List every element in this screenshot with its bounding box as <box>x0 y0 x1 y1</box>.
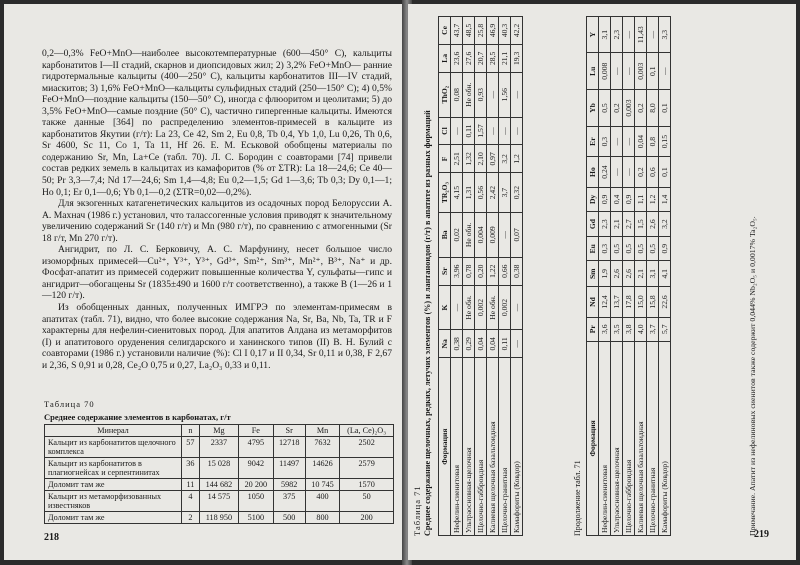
table-cell: 0,2 <box>635 157 647 187</box>
table-cell: 0,9 <box>599 187 611 211</box>
table-cell: 57 <box>182 437 200 458</box>
table-cell: 0,9 <box>659 237 671 261</box>
header-cell: Gd <box>587 211 599 236</box>
table-71-part-a <box>438 16 523 536</box>
table-cell: 11,43 <box>635 17 647 53</box>
table-cell: 17,8 <box>623 287 635 317</box>
table-cell: 1,22 <box>487 257 499 285</box>
table-cell: 0,1 <box>659 157 671 187</box>
table-cell: 0,29 <box>463 330 475 358</box>
table-71-part-b <box>586 16 671 536</box>
table-cell: 2,7 <box>623 211 635 236</box>
table-cell: 0,38 <box>451 330 463 358</box>
table-cell: 3,3 <box>659 17 671 53</box>
table-row <box>45 458 394 479</box>
table-70-label: Таблица 70 <box>44 399 95 409</box>
table-70-caption: Среднее содержание элементов в карбонатах, г/т <box>44 412 231 422</box>
table-cell: 800 <box>305 512 340 524</box>
table-cell: 2,6 <box>611 261 623 287</box>
table-cell: 1,57 <box>475 117 487 145</box>
header-cell: n <box>182 425 200 437</box>
table-cell: 0,5 <box>623 237 635 261</box>
table-cell: 3,6 <box>599 317 611 341</box>
header-cell: Yb <box>587 90 599 127</box>
page-number: 219 <box>754 529 769 540</box>
table-71-label: Таблица 71 <box>412 485 422 536</box>
table-cell: 5982 <box>273 479 305 491</box>
table-cell: 11497 <box>273 458 305 479</box>
table-cell: 2,1 <box>635 261 647 287</box>
table-cell: 0,04 <box>635 126 647 156</box>
row-label: Камафориты (Ковдор) <box>659 341 671 535</box>
table-cell: — <box>647 17 659 53</box>
table-row <box>487 17 499 536</box>
header-cell: Pr <box>587 317 599 341</box>
row-label: Кальцит из метаморфизованных известняков <box>45 491 182 512</box>
header-cell: K <box>439 285 451 330</box>
table-cell: 0,5 <box>635 237 647 261</box>
table-cell: 0,11 <box>463 117 475 145</box>
table-row <box>611 17 623 536</box>
table-70-header-row <box>45 425 394 437</box>
table-cell: 4795 <box>239 437 274 458</box>
row-label: Доломит там же <box>45 512 182 524</box>
row-label: Калиевая щелочная базальтоидная <box>487 358 499 536</box>
table-cell: 21,1 <box>499 44 511 72</box>
row-label: Нефелин-сиенитовая <box>599 341 611 535</box>
table-cell: — <box>623 157 635 187</box>
table-cell: 4 <box>182 491 200 512</box>
table-cell: — <box>611 53 623 90</box>
table-row <box>599 17 611 536</box>
table-cell: 2,51 <box>451 145 463 173</box>
table-cell: 0,3 <box>599 126 611 156</box>
table-cell: 0,11 <box>499 330 511 358</box>
table-cell: 10 745 <box>305 479 340 491</box>
table-cell: 23,6 <box>451 44 463 72</box>
table-cell: 3,2 <box>659 211 671 236</box>
header-cell: Mn <box>305 425 340 437</box>
table-cell: — <box>511 117 523 145</box>
rotated-table-block <box>408 4 796 552</box>
row-label: Камафориты (Ковдор) <box>511 358 523 536</box>
table-cell: 0,002 <box>475 285 487 330</box>
table-cell: 1,56 <box>499 72 511 117</box>
table-row <box>623 17 635 536</box>
table-cell: — <box>623 17 635 53</box>
table-cell: 9042 <box>239 458 274 479</box>
table-cell: — <box>499 117 511 145</box>
table-cell: 14626 <box>305 458 340 479</box>
table-cell: 200 <box>340 512 394 524</box>
table-cell: 1,32 <box>463 145 475 173</box>
paragraph-1: 0,2—0,3% FeO+MnO—наиболее высокотемпературные (600—450° С), кальциты карбонатитов I—II стадий, скарнов и диопсидовых жил; 2) 3,2% FeO+MnO— ранние гидротермальные кальциты (400—250° С), кальциты карбонатитов III—IV стадий, миаскитов; 3) 1,6% FeO+MnO—кальциты сульфидных стадий (250—150° С); 4) 0,5% FeO+MnO—поздние кальциты (150—50° С), иногда с флюоритом и цеолитами; 5) до 3,5% FeO+MnO—самые поздние (50° С), частично гипергенные кальциты. Имеются также данные [364] по распределению элементов-примесей в кальците из карбонатитов Якутии (г/т): La 23, Ce 42, Sm 2, Eu 0,8, Tb 0,4, Yb 1,0, Lu 0,26, Th 0,6, Sr 4600, Sc 11, Co 1, Ta 11, Hf 26. Е. М. Еськовой обобщены материалы по содержанию Sr, Mn, La+Ce (табл. 70). Л. С. Бородин с соавторами [74] привели состав редких земель в кальцитах из камафоритов (% от ΣTR): La 18—24,6; Ce 40—50; Pr 3,3—7,4; Nd 17—24,6; Sm 1,4—4,8; Eu 0,2—1,5; Gd 1—3,6; Tb 0,3; Dy 0,1—1; Ho 0,1; Er 0,1—0,6; Yb 0,1—0,2 (ΣTR=0,02—0,2%). <box>42 48 392 198</box>
table-71-note: Примечание. Апатит из нефелиновых сиенитов также содержит 0,044% Nb₂O₅ и 0,0017% Ta₂O₅. <box>748 216 757 536</box>
row-label: Ультраосновная-щелочная <box>611 341 623 535</box>
header-cell: Fe <box>239 425 274 437</box>
table-cell: 0,009 <box>487 212 499 257</box>
header-cell: Dy <box>587 187 599 211</box>
table-cell: — <box>451 285 463 330</box>
table-cell: 0,20 <box>475 257 487 285</box>
table-cell: 3,1 <box>599 17 611 53</box>
header-cell: (La, Ce)₂O₃ <box>340 425 394 437</box>
table-cell: 1,4 <box>659 187 671 211</box>
table-cell: 4,15 <box>451 173 463 213</box>
table-cell: 2,3 <box>599 211 611 236</box>
header-cell: Mg <box>199 425 238 437</box>
table-cell: 12718 <box>273 437 305 458</box>
table-cell: 7632 <box>305 437 340 458</box>
table-cell: 400 <box>305 491 340 512</box>
table-cell: 0,78 <box>463 257 475 285</box>
table-cell: 1,2 <box>647 187 659 211</box>
table-cell: 0,93 <box>475 72 487 117</box>
table-cell: 14 575 <box>199 491 238 512</box>
table-row <box>511 17 523 536</box>
header-cell: Eu <box>587 237 599 261</box>
table-cell: 0,2 <box>635 90 647 127</box>
table-cell: 50 <box>340 491 394 512</box>
table-71b-header-row <box>587 17 599 536</box>
table-cell: 0,07 <box>511 212 523 257</box>
table-cell: — <box>487 72 499 117</box>
table-cell: — <box>499 212 511 257</box>
table-cell: 27,6 <box>463 44 475 72</box>
table-cell: 4,1 <box>659 261 671 287</box>
page-number: 218 <box>44 532 59 543</box>
table-cell: 46,9 <box>487 17 499 45</box>
table-row <box>499 17 511 536</box>
table-cell: 0,08 <box>451 72 463 117</box>
table-71-caption: Среднее содержание щелочных, редких, летучих элементов (%) и лантаноидов (г/т) в апатите из разных формаций <box>423 110 432 536</box>
table-cell: 144 682 <box>199 479 238 491</box>
table-cell: — <box>623 53 635 90</box>
table-cell: 20,7 <box>475 44 487 72</box>
table-cell: 3,1 <box>647 261 659 287</box>
table-cell: 3,7 <box>499 173 511 213</box>
table-cell: 2,10 <box>475 145 487 173</box>
table-cell: 0,5 <box>611 237 623 261</box>
table-cell: — <box>511 285 523 330</box>
table-row <box>659 17 671 536</box>
table-cell: 0,9 <box>623 187 635 211</box>
table-cell: 1,9 <box>599 261 611 287</box>
table-cell: 0,6 <box>647 157 659 187</box>
table-cell: 11 <box>182 479 200 491</box>
table-cell: 40,3 <box>499 17 511 45</box>
table-cell: Не обн. <box>463 285 475 330</box>
table-cell: 1,5 <box>635 211 647 236</box>
header-cell: Y <box>587 17 599 53</box>
header-cell: Nd <box>587 287 599 317</box>
table-cell: 0,38 <box>511 257 523 285</box>
paragraph-3: Ангидрит, по Л. С. Берковичу, А. С. Марфунину, несет большое число изоморфных примесей—Cu²⁺, Y³⁺, Y³⁺, Gd³⁺, Sm²⁺, Sm³⁺, Mn²⁺, B³⁺, Na⁺ и др. Фосфат-апатит из примесей содержит повышенные количества Y, сульфаты—гипс и ангидрит—обогащены Sr (1835±490 и 1600 г/т соответственно), а также B (1—26 и 1—120 г/т). <box>42 244 392 302</box>
table-row <box>635 17 647 536</box>
table-cell: 42,2 <box>511 17 523 45</box>
table-cell: 43,7 <box>451 17 463 45</box>
table-cell: 0,003 <box>635 53 647 90</box>
table-cell: 12,4 <box>599 287 611 317</box>
header-cell: Sr <box>273 425 305 437</box>
header-cell: ThO₂ <box>439 72 451 117</box>
table-cell: 3,8 <box>623 317 635 341</box>
table-cell: 1,1 <box>635 187 647 211</box>
table-cell: 0,24 <box>599 157 611 187</box>
table-cell: 5,7 <box>659 317 671 341</box>
table-cell: 0,2 <box>611 90 623 127</box>
table-cell: — <box>659 53 671 90</box>
table-cell: Не обн. <box>487 285 499 330</box>
table-row <box>463 17 475 536</box>
table-cell: 22,6 <box>659 287 671 317</box>
table-cell: 0,8 <box>647 126 659 156</box>
table-cell: 48,5 <box>463 17 475 45</box>
row-label: Кальцит из карбонатитов в плагиогнейсах и серпентинитах <box>45 458 182 479</box>
table-cell: 25,8 <box>475 17 487 45</box>
table-cell: 2579 <box>340 458 394 479</box>
table-cell: 15,8 <box>647 287 659 317</box>
table-cell: 0,003 <box>623 90 635 127</box>
table-cell: 2,6 <box>647 211 659 236</box>
table-cell: 2,3 <box>611 17 623 53</box>
table-cell: 8,0 <box>647 90 659 127</box>
table-cell: 15,0 <box>635 287 647 317</box>
table-cell: 0,008 <box>599 53 611 90</box>
table-70 <box>44 424 394 524</box>
header-cell: Na <box>439 330 451 358</box>
table-cell: 0,56 <box>475 173 487 213</box>
paragraph-4: Из обобщенных данных, полученных ИМГРЭ по элементам-примесям в апатитах (табл. 71), видно, что более высокие содержания Na, Sr, Ba, Nb, Ta, TR и F характерны для нефелин-сиенитовых пород. Для апатитов Алдана из метаморфитов (I) и апатитового оруденения селигдарского и ханинского типов (II) В. Н. Булий с соавторами (1986 г.) установили наличие (%): Cl I 0,17 и II 0,34, Sr 0,11 и 0,38, F 2,67 и 2,36, S 0,91 и 0,28, Ce₂O 0,75 и 0,27, La₂O₃ 0,33 и 0,11. <box>42 302 392 371</box>
header-cell: Lu <box>587 53 599 90</box>
table-cell: 3,7 <box>647 317 659 341</box>
table-cell: 2502 <box>340 437 394 458</box>
table-cell: 19,3 <box>511 44 523 72</box>
table-cell: 2337 <box>199 437 238 458</box>
header-cell: Ho <box>587 157 599 187</box>
table-cell: 1050 <box>239 491 274 512</box>
table-cell: 0,97 <box>487 145 499 173</box>
table-cell: 3,2 <box>499 145 511 173</box>
table-cell: 0,5 <box>647 237 659 261</box>
table-cell: 2,6 <box>623 261 635 287</box>
table-cell: 375 <box>273 491 305 512</box>
table-cell: Не обн. <box>463 72 475 117</box>
row-label: Нефелин-сиенитовая <box>451 358 463 536</box>
row-label: Щелочно-габброидная <box>475 358 487 536</box>
header-cell: Sr <box>439 257 451 285</box>
table-cell: 1,2 <box>511 145 523 173</box>
table-cell: 0,15 <box>659 126 671 156</box>
table-cell: 5100 <box>239 512 274 524</box>
table-row <box>45 512 394 524</box>
table-71-continuation: Продолжение табл. 71 <box>573 460 582 536</box>
row-label: Ультраосновная-щелочная <box>463 358 475 536</box>
table-cell: — <box>611 126 623 156</box>
table-cell: 28,5 <box>487 44 499 72</box>
row-label: Кальцит из карбонатитов щелочного комплекса <box>45 437 182 458</box>
header-cell: TR₂O₃ <box>439 173 451 213</box>
table-cell: — <box>451 117 463 145</box>
row-label: Щелочно-гранитная <box>499 358 511 536</box>
row-label: Доломит там же <box>45 479 182 491</box>
table-cell: 3,5 <box>611 317 623 341</box>
table-71a-header-row <box>439 17 451 536</box>
table-cell: 2,42 <box>487 173 499 213</box>
table-cell: 4,0 <box>635 317 647 341</box>
header-cell: Ba <box>439 212 451 257</box>
table-cell: 0,32 <box>511 173 523 213</box>
table-cell: 2,1 <box>611 211 623 236</box>
header-cell: Минерал <box>45 425 182 437</box>
table-row <box>45 479 394 491</box>
table-cell: — <box>623 126 635 156</box>
table-cell: 0,4 <box>611 187 623 211</box>
table-cell: Не обн. <box>463 212 475 257</box>
table-cell: 13,7 <box>611 287 623 317</box>
header-cell: Sm <box>587 261 599 287</box>
table-cell: — <box>511 330 523 358</box>
paragraph-2: Для экзогенных катагенетических кальцитов из осадочных пород Белоруссии А. А. Махнач (1986 г.) установил, что талассогенные условия приводят к значительному увеличению содержаний Sr (140 г/т) и Mn (980 г/т), по сравнению с атмогенными (Sr 18 г/т, Mn 270 г/т). <box>42 198 392 244</box>
header-cell: F <box>439 145 451 173</box>
row-label: Калиевая щелочная базальтоидная <box>635 341 647 535</box>
left-body-text <box>42 48 392 371</box>
table-row <box>647 17 659 536</box>
header-cell: Формация <box>587 341 599 535</box>
table-cell: 0,1 <box>647 53 659 90</box>
table-cell: 0,66 <box>499 257 511 285</box>
header-cell: Er <box>587 126 599 156</box>
row-label: Щелочно-габброидная <box>623 341 635 535</box>
table-cell: 0,004 <box>475 212 487 257</box>
table-cell: 0,1 <box>659 90 671 127</box>
table-cell: 0,04 <box>487 330 499 358</box>
row-label: Щелочно-гранитная <box>647 341 659 535</box>
right-page <box>408 4 796 560</box>
table-cell: 0,3 <box>599 237 611 261</box>
table-cell: 20 200 <box>239 479 274 491</box>
table-cell: 0,04 <box>475 330 487 358</box>
table-row <box>45 491 394 512</box>
table-cell: — <box>511 72 523 117</box>
table-row <box>451 17 463 536</box>
table-cell: 15 028 <box>199 458 238 479</box>
table-cell: 0,002 <box>499 285 511 330</box>
table-cell: — <box>611 157 623 187</box>
table-cell: 2 <box>182 512 200 524</box>
header-cell: Cl <box>439 117 451 145</box>
header-cell: Ce <box>439 17 451 45</box>
table-cell: 118 950 <box>199 512 238 524</box>
table-row <box>475 17 487 536</box>
table-row <box>45 437 394 458</box>
header-cell: La <box>439 44 451 72</box>
table-cell: 500 <box>273 512 305 524</box>
table-cell: 1570 <box>340 479 394 491</box>
left-page <box>4 4 406 560</box>
table-cell: 0,5 <box>599 90 611 127</box>
table-cell: 3,96 <box>451 257 463 285</box>
table-cell: 36 <box>182 458 200 479</box>
table-cell: 1,31 <box>463 173 475 213</box>
header-cell: Формация <box>439 358 451 536</box>
table-cell: — <box>487 117 499 145</box>
table-cell: 0,02 <box>451 212 463 257</box>
